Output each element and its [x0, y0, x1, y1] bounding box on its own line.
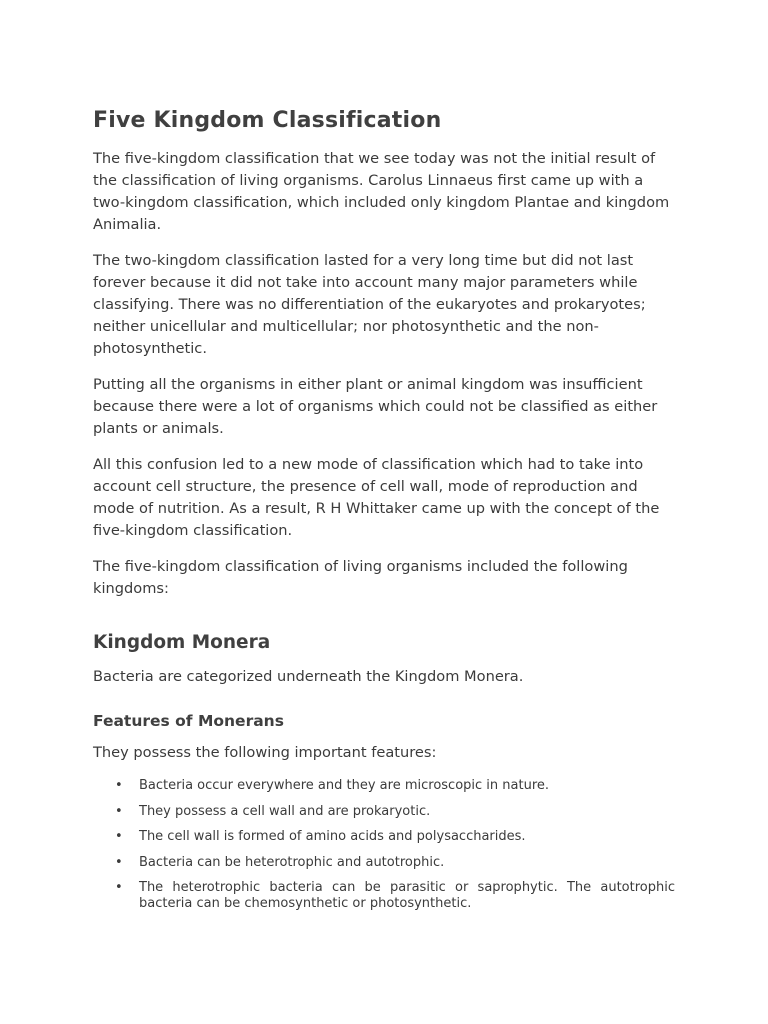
list-item-text: The cell wall is formed of amino acids and polysaccharides. [139, 829, 526, 844]
list-item [115, 778, 675, 794]
list-item-text: Bacteria can be heterotrophic and autotrophic. [139, 854, 445, 870]
page-title: Five Kingdom Classification [93, 108, 442, 133]
bullet-icon: • [115, 880, 123, 895]
bullet-icon: • [115, 778, 123, 793]
list-item [115, 803, 675, 820]
list-item-text: The heterotrophic bacteria can be parasitic or saprophytic. The autotrophic bacteria can be chemosynthetic or photosynthetic. [139, 880, 675, 911]
list-item [115, 880, 675, 912]
intro-paragraph: The five-kingdom classification that we see today was not the initial result of the classification of living organisms. Carolus Linnaeus first came up with a two-kingdom classification, which included only kingdom Plantae and kingdom Animalia. [93, 150, 670, 233]
list-item [115, 854, 675, 871]
list-item [115, 829, 675, 845]
features-list [93, 778, 675, 912]
monera-description: Bacteria are categorized underneath the Kingdom Monera. [93, 668, 524, 685]
document-page [93, 106, 675, 922]
bullet-icon: • [115, 829, 123, 844]
intro-paragraph: The two-kingdom classification lasted for a very long time but did not last forever because it did not take into account many major parameters while classifying. There was no differentiation of the eukaryotes and prokaryotes; neither unicellular and multicellular; nor photosynthetic and the non-photosynthetic. [93, 252, 646, 357]
list-item-text: Bacteria occur everywhere and they are microscopic in nature. [139, 778, 550, 793]
bullet-icon: • [115, 803, 123, 819]
intro-paragraph: The five-kingdom classification of living organisms included the following kingdoms: [93, 558, 628, 597]
intro-paragraph: Putting all the organisms in either plant or animal kingdom was insufficient because there were a lot of organisms which could not be classified as either plants or animals. [93, 376, 658, 437]
features-intro: They possess the following important features: [93, 744, 437, 761]
intro-paragraph: All this confusion led to a new mode of classification which had to take into account cell structure, the presence of cell wall, mode of reproduction and mode of nutrition. As a result, R H Whittaker came up with the concept of the five-kingdom classification. [93, 456, 660, 539]
section-heading-monera: Kingdom Monera [93, 632, 271, 653]
bullet-icon: • [115, 854, 123, 870]
subsection-heading-features: Features of Monerans [93, 712, 284, 730]
list-item-text: They possess a cell wall and are prokaryotic. [139, 803, 431, 819]
